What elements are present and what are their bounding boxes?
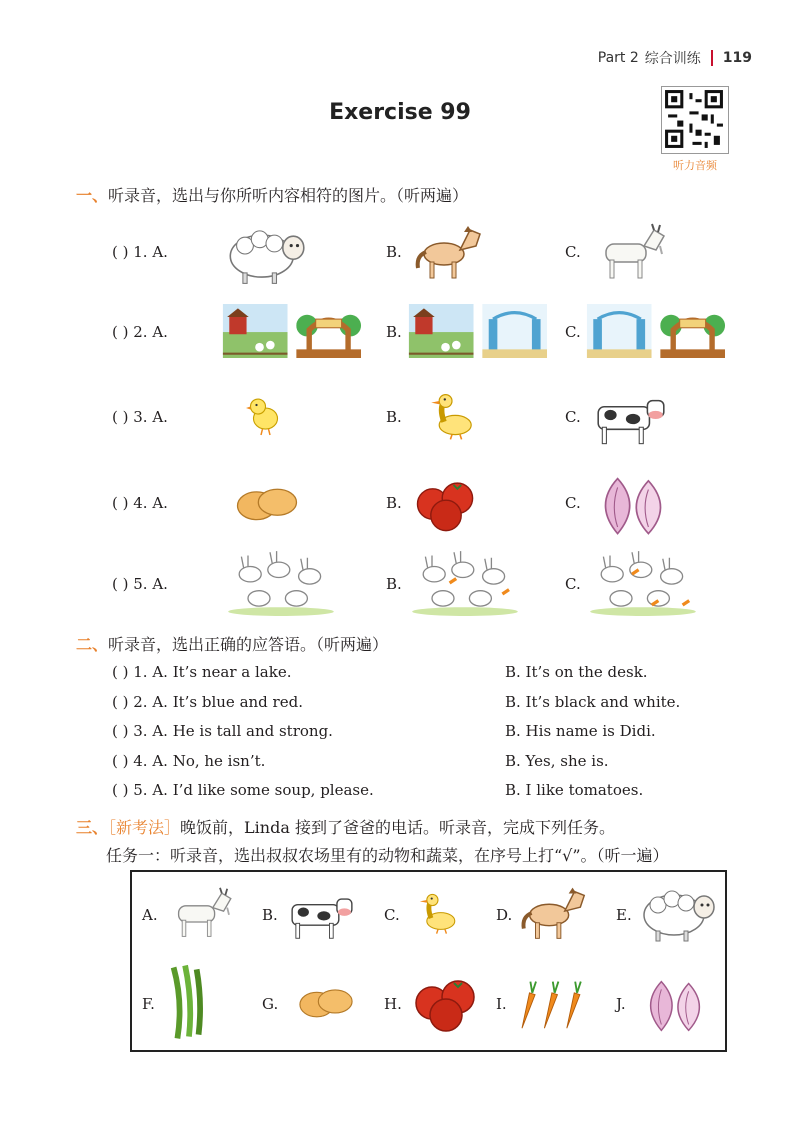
section3-instruction: 晚饭前，Linda 接到了爸爸的电话。听录音，完成下列任务。 bbox=[180, 818, 615, 837]
section1-heading bbox=[76, 183, 468, 206]
farm-and-park-picture[interactable] bbox=[408, 304, 550, 358]
farm-and-zoo-picture[interactable] bbox=[222, 304, 364, 358]
qr-caption: 听力音频 bbox=[673, 159, 717, 172]
duck-picture[interactable] bbox=[420, 378, 484, 456]
s1-q5-label: ( ) 5. A. bbox=[112, 575, 168, 593]
horse-picture bbox=[516, 880, 594, 946]
header-divider bbox=[711, 50, 713, 66]
item-h-letter[interactable]: H. bbox=[384, 995, 402, 1013]
item-c-letter[interactable]: C. bbox=[384, 906, 400, 924]
potatoes-picture bbox=[286, 980, 366, 1026]
section-name: 综合训练 bbox=[644, 51, 701, 67]
item-j-letter[interactable]: J. bbox=[616, 995, 626, 1013]
s1-q4-option-b: B. bbox=[386, 494, 402, 512]
potatoes-picture[interactable] bbox=[222, 478, 312, 530]
s2-q2-option-b: B. It’s black and white. bbox=[505, 693, 681, 711]
s2-q1-option-a: ( ) 1. A. It’s near a lake. bbox=[112, 663, 292, 681]
rabbits-eating-carrots-picture[interactable] bbox=[588, 548, 698, 618]
cow-picture bbox=[284, 886, 360, 942]
s1-q2-option-b: B. bbox=[386, 323, 402, 341]
s2-q3-option-b: B. His name is Didi. bbox=[505, 722, 656, 740]
rabbits-with-carrots-picture[interactable] bbox=[410, 548, 520, 618]
s2-q4-option-b: B. Yes, she is. bbox=[505, 752, 609, 770]
s2-q5-option-a: ( ) 5. A. I’d like some soup, please. bbox=[112, 781, 374, 799]
s1-q5-option-c: C. bbox=[565, 575, 581, 593]
onions-picture bbox=[636, 974, 714, 1036]
s1-q4-option-c: C. bbox=[565, 494, 581, 512]
qr-code-icon[interactable] bbox=[661, 86, 729, 154]
s2-q5-option-b: B. I like tomatoes. bbox=[505, 781, 644, 799]
item-f-letter[interactable]: F. bbox=[142, 995, 155, 1013]
task1-instruction: 任务一：听录音，选出叔叔农场里有的动物和蔬菜，在序号上打“√”。（听一遍） bbox=[106, 846, 669, 865]
rabbits-picture[interactable] bbox=[226, 548, 336, 618]
item-i-letter[interactable]: I. bbox=[496, 995, 507, 1013]
cow-picture[interactable] bbox=[590, 386, 672, 448]
s1-q1-label: ( ) 1. A. bbox=[112, 243, 168, 261]
s1-q5-option-b: B. bbox=[386, 575, 402, 593]
s1-q2-label: ( ) 2. A. bbox=[112, 323, 168, 341]
item-b-letter[interactable]: B. bbox=[262, 906, 278, 924]
sheep-picture[interactable] bbox=[224, 222, 308, 286]
s1-q4-label: ( ) 4. A. bbox=[112, 494, 168, 512]
item-e-letter[interactable]: E. bbox=[616, 906, 632, 924]
onions-picture[interactable] bbox=[588, 472, 678, 538]
s1-q3-option-c: C. bbox=[565, 408, 581, 426]
section2-instruction: 听录音，选出正确的应答语。（听两遍） bbox=[108, 635, 389, 654]
green-beans-picture bbox=[164, 962, 212, 1042]
duck-picture bbox=[410, 878, 466, 950]
exercise-title: Exercise 99 bbox=[329, 100, 471, 125]
s2-q4-option-a: ( ) 4. A. No, he isn’t. bbox=[112, 752, 266, 770]
goat-picture[interactable] bbox=[592, 216, 672, 288]
item-g-letter[interactable]: G. bbox=[262, 995, 279, 1013]
section3-heading bbox=[76, 815, 615, 838]
tomatoes-picture[interactable] bbox=[408, 474, 484, 534]
item-a-letter[interactable]: A. bbox=[142, 906, 158, 924]
page-header bbox=[598, 48, 752, 68]
section3-number: 三、 bbox=[76, 818, 109, 837]
sheep-picture bbox=[638, 882, 718, 944]
park-and-zoo-picture[interactable] bbox=[586, 304, 728, 358]
section2-heading bbox=[76, 632, 388, 655]
page-number: 119 bbox=[722, 50, 752, 66]
s2-q1-option-b: B. It’s on the desk. bbox=[505, 663, 648, 681]
part-label: Part 2 bbox=[597, 50, 639, 66]
horse-picture[interactable] bbox=[410, 220, 490, 284]
section1-instruction: 听录音，选出与你所听内容相符的图片。（听两遍） bbox=[108, 186, 469, 205]
carrots-picture bbox=[512, 976, 588, 1032]
s1-q3-label: ( ) 3. A. bbox=[112, 408, 168, 426]
s1-q3-option-b: B. bbox=[386, 408, 402, 426]
s2-q3-option-a: ( ) 3. A. He is tall and strong. bbox=[112, 722, 333, 740]
s1-q1-option-c: C. bbox=[565, 243, 581, 261]
section1-number: 一、 bbox=[76, 186, 109, 205]
section2-number: 二、 bbox=[76, 635, 109, 654]
chick-picture[interactable] bbox=[234, 382, 294, 446]
s2-q2-option-a: ( ) 2. A. It’s blue and red. bbox=[112, 693, 303, 711]
item-d-letter[interactable]: D. bbox=[496, 906, 513, 924]
new-question-type-tag: ［新考法］ bbox=[108, 818, 181, 837]
s1-q2-option-c: C. bbox=[565, 323, 581, 341]
tomatoes-picture bbox=[406, 972, 486, 1034]
s1-q1-option-b: B. bbox=[386, 243, 402, 261]
goat-picture bbox=[166, 880, 238, 946]
